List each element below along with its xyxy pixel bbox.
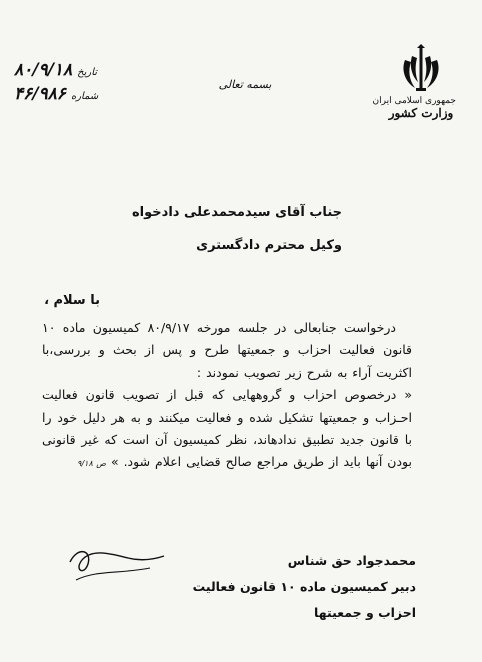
recipient-name: جناب آقای سیدمحمدعلی دادخواه	[132, 205, 342, 220]
number-field	[14, 84, 154, 104]
margin-note: ص ۹/۱۸	[77, 459, 106, 469]
letterhead	[372, 44, 456, 120]
signature-block	[96, 548, 416, 626]
number-label: شماره	[70, 91, 99, 102]
greeting: با سلام ،	[44, 293, 100, 308]
body-paragraph: درخواست جنابعالی در جلسه مورخه ۸۰/۹/۱۷ کمیسیون ماده ۱۰ قانون فعالیت احزاب و جمعیتها طرح و پس از بحث و بررسی،با اکثریت آراء به شرح زیر تصویب نمودند :	[42, 320, 412, 380]
iran-emblem-icon	[399, 44, 443, 92]
number-value: ۴۶/۹۸۶	[14, 84, 66, 104]
org-name-line1: جمهوری اسلامی ایران	[372, 96, 456, 106]
signer-name: محمدجواد حق شناس	[287, 553, 416, 568]
date-value: ۸۰/۹/۱۸	[14, 60, 73, 80]
org-name-line2: وزارت کشور	[388, 106, 454, 120]
date-label: تاریخ	[77, 67, 98, 78]
resolution-text: « درخصوص احزاب و گروههایی که قبل از تصویب قانون فعالیت احـزاب و جمعیتها تشکیل شده و فعالیت میکنند و به هر دلیل خود را با قانون جدید تطبیق ندادهاند، نظر کمیسیون آن است که غیر قانونی بودن آنها باید از طریق مراجع صالح قضایی اعلام شود. »	[42, 387, 412, 470]
signer-title-line2: احزاب و جمعیتها	[314, 605, 416, 620]
letter-body	[42, 317, 412, 476]
date-field	[14, 60, 154, 80]
signer-title-line1: دبیر کمیسیون ماده ۱۰ قانون فعالیت	[192, 579, 416, 594]
recipient-title: وکیل محترم دادگستری	[196, 238, 342, 253]
resolution-quote	[42, 384, 412, 476]
bismillah-heading: بسمه تعالی	[218, 78, 272, 91]
